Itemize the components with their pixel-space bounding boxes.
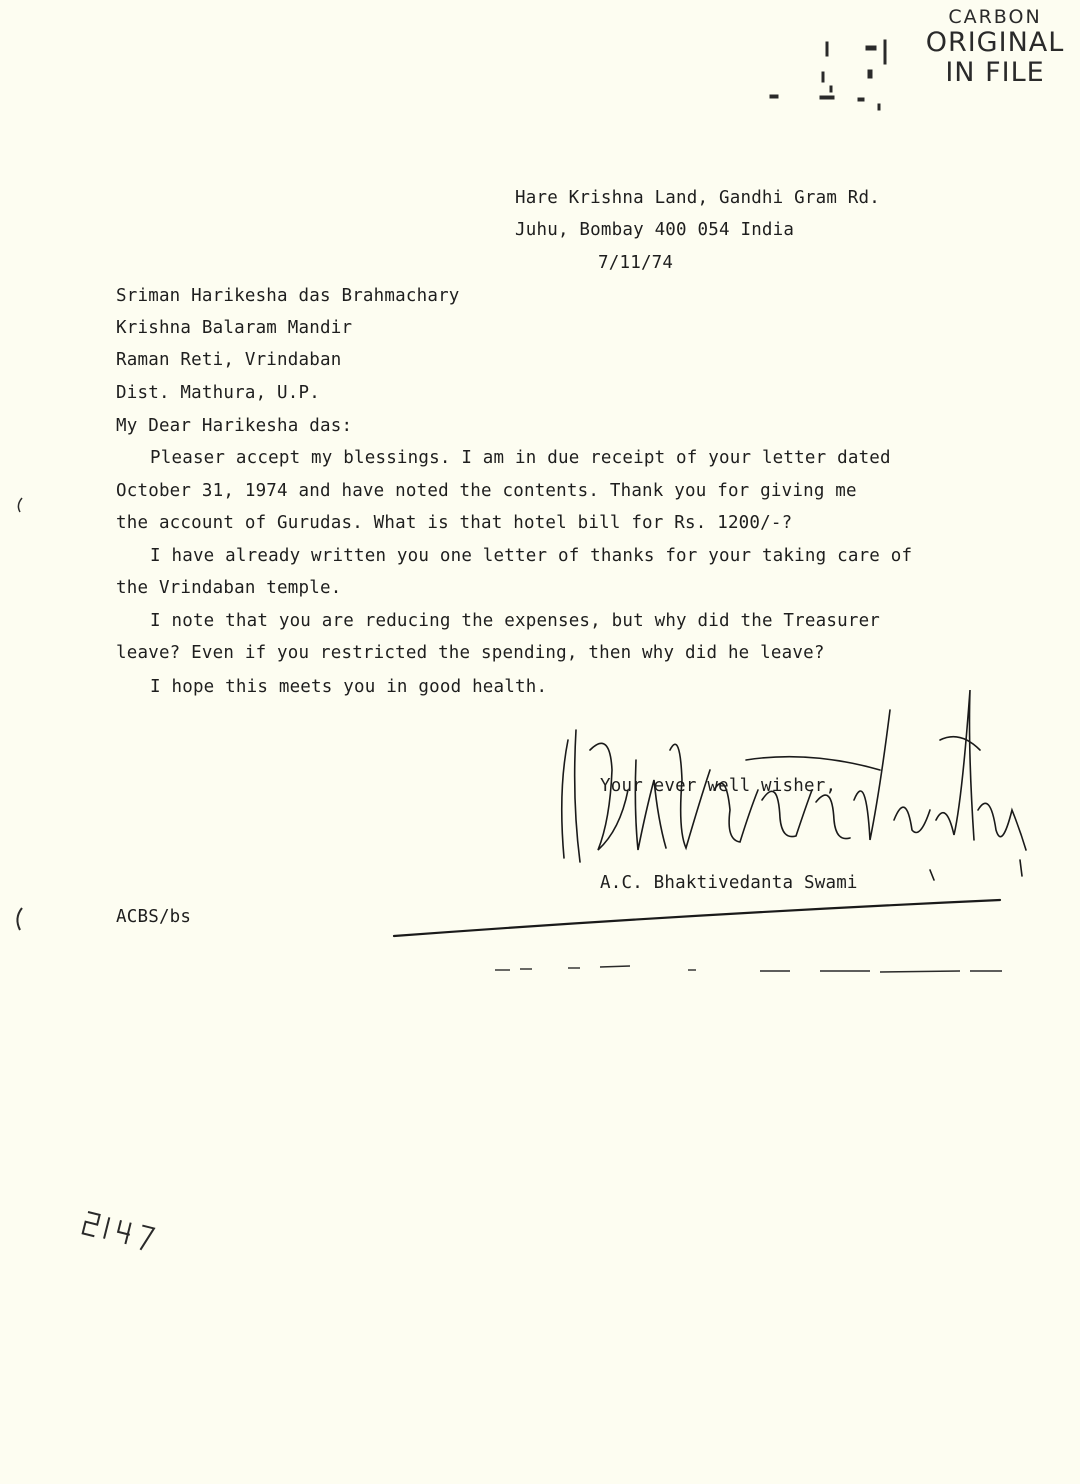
recipient-line-3: Raman Reti, Vrindaban xyxy=(116,350,342,370)
recipient-line-2: Krishna Balaram Mandir xyxy=(116,318,353,338)
stamp-line-2: ORIGINAL xyxy=(925,27,1065,58)
typist-initials: ACBS/bs xyxy=(116,907,192,927)
signatory-name: A.C. Bhaktivedanta Swami xyxy=(600,873,858,893)
sender-address-line-1: Hare Krishna Land, Gandhi Gram Rd. xyxy=(515,188,881,208)
body-line-7: leave? Even if you restricted the spending, then why did he leave? xyxy=(116,643,825,663)
body-line-3: the account of Gurudas. What is that hotel bill for Rs. 1200/-? xyxy=(116,513,793,533)
signature-underline xyxy=(390,888,1010,948)
handwritten-signature xyxy=(550,690,1040,890)
recipient-line-1: Sriman Harikesha das Brahmachary xyxy=(116,286,460,306)
body-line-1: Pleaser accept my blessings. I am in due receipt of your letter dated xyxy=(150,448,891,468)
body-line-4: I have already written you one letter of thanks for your taking care of xyxy=(150,546,913,566)
letter-date: 7/11/74 xyxy=(598,253,674,273)
body-line-2: October 31, 1974 and have noted the contents. Thank you for giving me xyxy=(116,481,857,501)
recipient-line-4: Dist. Mathura, U.P. xyxy=(116,383,320,403)
salutation: My Dear Harikesha das: xyxy=(116,416,353,436)
closing: Your ever well wisher, xyxy=(600,776,837,796)
stamp-line-1: CARBON xyxy=(948,6,1042,28)
body-line-5: the Vrindaban temple. xyxy=(116,578,342,598)
body-line-8: I hope this meets you in good health. xyxy=(150,677,548,697)
sender-address-line-2: Juhu, Bombay 400 054 India xyxy=(515,220,795,240)
body-line-6: I note that you are reducing the expenses, but why did the Treasurer xyxy=(150,611,881,631)
stamp-line-3: IN FILE xyxy=(945,57,1045,88)
